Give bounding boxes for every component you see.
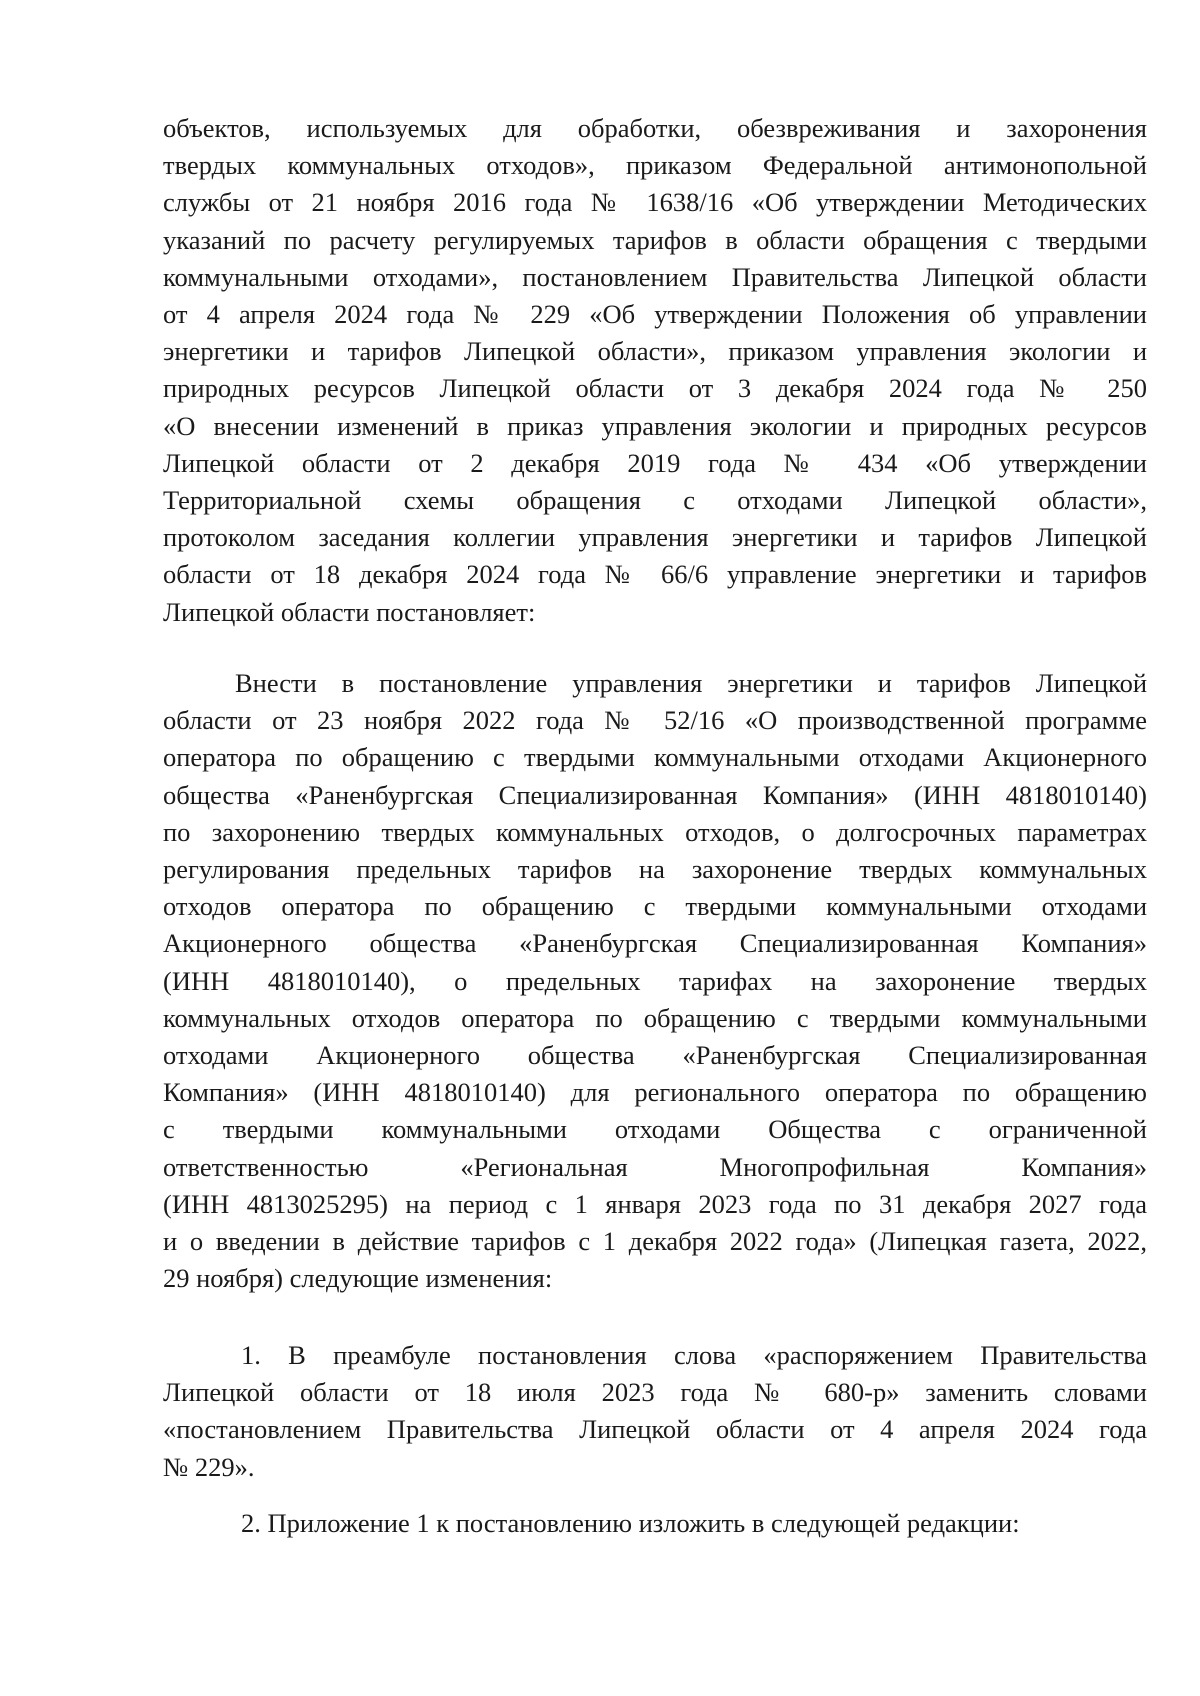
main-paragraph [163,665,1147,1297]
preamble-line: природных ресурсов Липецкой области от 3 декабря 2024 года № 250 [163,373,1147,404]
amendment-item-1 [163,1337,1147,1486]
preamble-line: области от 18 декабря 2024 года № 66/6 управление энергетики и тарифов [163,559,1147,590]
preamble-line: энергетики и тарифов Липецкой области», приказом управления экологии и [163,336,1147,367]
main-line: (ИНН 4818010140), о предельных тарифах на захоронение твердых [163,965,1147,996]
main-line: Компания» (ИНН 4818010140) для регионального оператора по обращению [163,1077,1147,1108]
preamble-line: «О внесении изменений в приказ управления экологии и природных ресурсов [163,410,1147,441]
item1-line: «постановлением Правительства Липецкой области от 4 апреля 2024 года [163,1414,1147,1445]
main-line: отходов оператора по обращению с твердыми коммунальными отходами [163,891,1147,922]
main-line: регулирования предельных тарифов на захоронение твердых коммунальных [163,854,1147,885]
main-line: области от 23 ноября 2022 года № 52/16 «О производственной программе [163,705,1147,736]
main-line: 29 ноября) следующие изменения: [163,1263,553,1294]
main-line: оператора по обращению с твердыми коммунальными отходами Акционерного [163,742,1147,773]
item1-line: Липецкой области от 18 июля 2023 года № 680-р» заменить словами [163,1377,1147,1408]
preamble-line: Липецкой области от 2 декабря 2019 года № 434 «Об утверждении [163,447,1147,478]
preamble-line: коммунальными отходами», постановлением Правительства Липецкой области [163,261,1147,292]
main-line: (ИНН 4813025295) на период с 1 января 2023 года по 31 декабря 2027 года [163,1188,1147,1219]
preamble-line: службы от 21 ноября 2016 года № 1638/16 «Об утверждении Методических [163,187,1147,218]
preamble-paragraph [163,110,1147,631]
main-line: общества «Раненбургская Специализированная Компания» (ИНН 4818010140) [163,779,1147,810]
main-line: ответственностью «Региональная Многопрофильная Компания» [163,1151,1147,1182]
preamble-line: протоколом заседания коллегии управления энергетики и тарифов Липецкой [163,522,1147,553]
main-line: с твердыми коммунальными отходами Общества с ограниченной [163,1114,1147,1145]
preamble-line: объектов, используемых для обработки, обезвреживания и захоронения [163,113,1147,143]
preamble-line: Липецкой области постановляет: [163,596,536,627]
main-line: по захоронению твердых коммунальных отходов, о долгосрочных параметрах [163,816,1147,847]
item1-line: № 229». [163,1451,255,1482]
item2-line: 2. Приложение 1 к постановлению изложить в следующей редакции: [241,1508,1020,1538]
preamble-line: от 4 апреля 2024 года № 229 «Об утверждении Положения об управлении [163,299,1147,330]
main-line: отходами Акционерного общества «Раненбургская Специализированная [163,1040,1147,1071]
item1-line: 1. В преамбуле постановления слова «распоряжением Правительства [241,1340,1147,1370]
main-line: Внести в постановление управления энергетики и тарифов Липецкой [235,668,1147,698]
preamble-line: указаний по расчету регулируемых тарифов в области обращения с твердыми [163,224,1147,255]
amendment-item-2 [163,1505,1147,1542]
main-line: Акционерного общества «Раненбургская Специализированная Компания» [163,928,1147,959]
main-line: и о введении в действие тарифов с 1 декабря 2022 года» (Липецкая газета, 2022, [163,1226,1147,1257]
main-line: коммунальных отходов оператора по обращению с твердыми коммунальными [163,1002,1147,1033]
preamble-line: Территориальной схемы обращения с отходами Липецкой области», [163,485,1147,516]
preamble-line: твердых коммунальных отходов», приказом Федеральной антимонопольной [163,150,1147,181]
